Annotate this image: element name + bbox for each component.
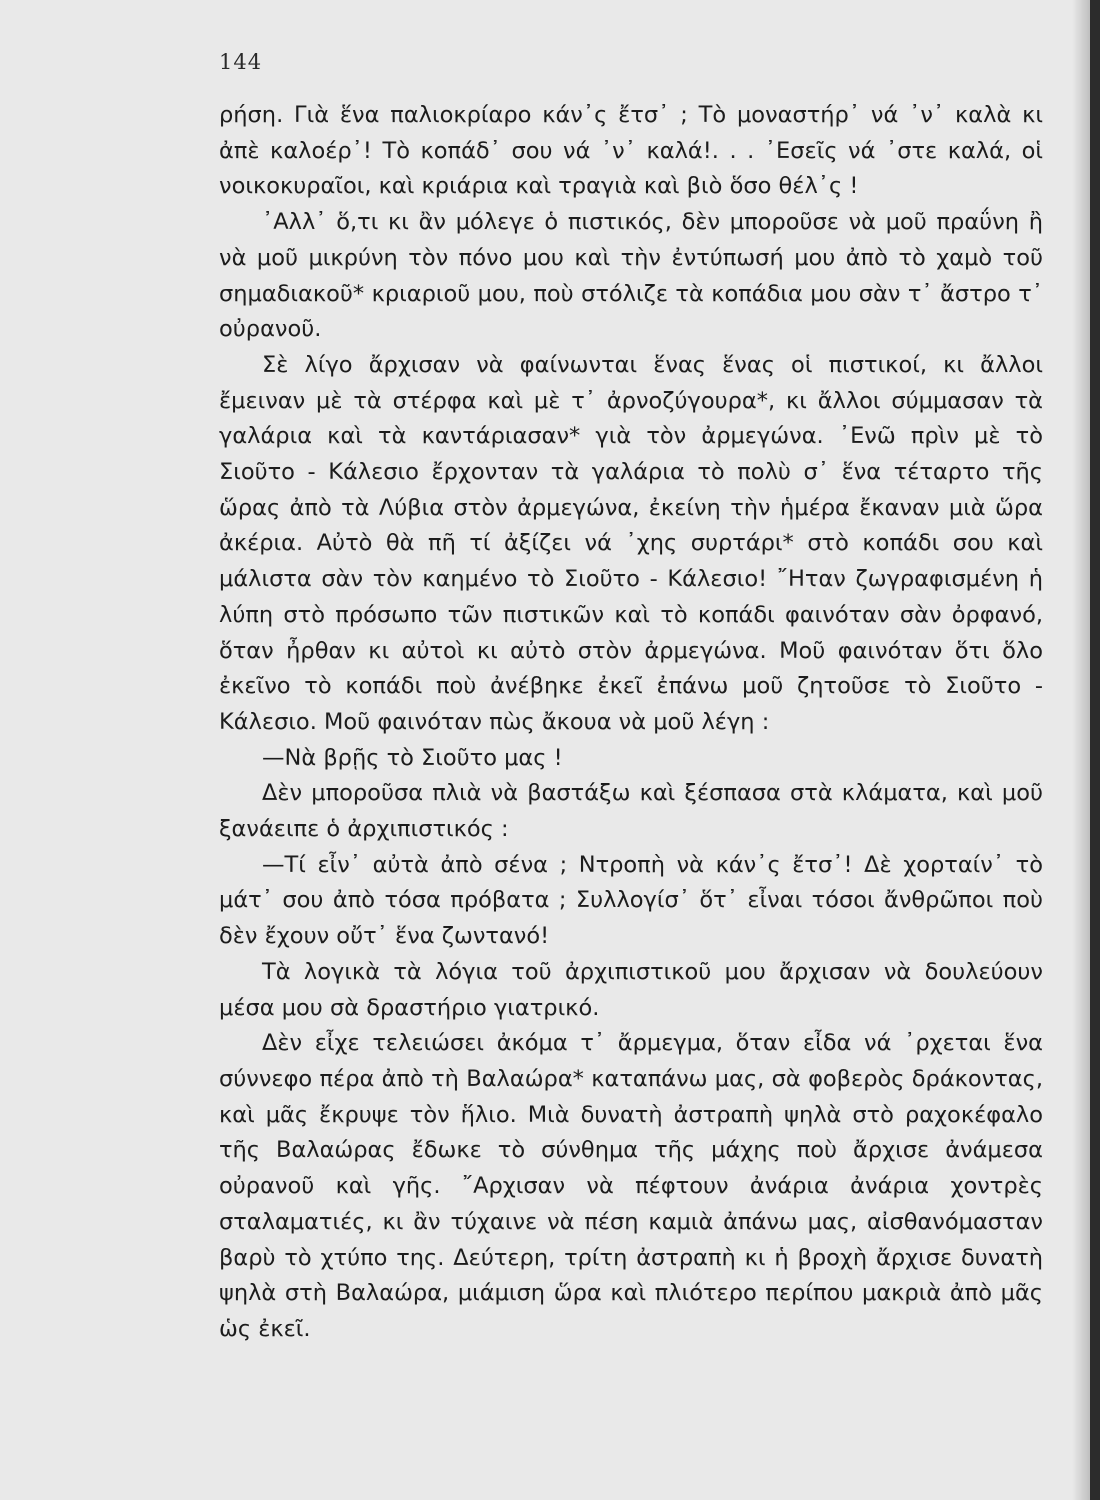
- paragraph: Σὲ λίγο ἄρχισαν νὰ φαίνωνται ἕνας ἕνας οἱ πιστικοί, κι ἄλλοι ἔμειναν μὲ τὰ στέρφα καὶ μὲ τ᾽ ἀρνοζύγουρα*, κι ἄλλοι σύμμασαν τὰ γαλάρια καὶ τὰ καντάριασαν* γιὰ τὸν ἀρμεγώνα. ᾽Ενῶ πρὶν μὲ τὸ Σιοῦτο - Κάλεσιο ἔρχονταν τὰ γαλάρια τὸ πολὺ σ᾽ ἕνα τέταρτο τῆς ὥρας ἀπὸ τὰ Λύβια στὸν ἀρμεγώνα, ἐκείνη τὴν ἡμέρα ἔκαναν μιὰ ὥρα ἀκέρια. Αὐτὸ θὰ πῆ τί ἀξίζει νά ᾽χης συρτάρι* στὸ κοπάδι σου καὶ μάλιστα σὰν τὸν καημένο τὸ Σιοῦτο - Κάλεσιο! ῎Ηταν ζωγραφισμένη ἡ λύπη στὸ πρόσωπο τῶν πιστικῶν καὶ τὸ κοπάδι φαινόταν σὰν ὀρφανό, ὅταν ἦρθαν κι αὐτοὶ κι αὐτὸ στὸν ἀρμεγώνα. Μοῦ φαινόταν ὅτι ὅλο ἐκεῖνο τὸ κοπάδι ποὺ ἀνέβηκε ἐκεῖ ἐπάνω μοῦ ζητοῦσε τὸ Σιοῦτο - Κάλεσιο. Μοῦ φαινόταν πὼς ἄκουα νὰ μοῦ λέγη :: [219, 351, 1043, 735]
- body-text: [219, 98, 1043, 1348]
- paragraph: ρήση. Γιὰ ἕνα παλιοκρίαρο κάν᾽ς ἔτσ᾽ ; Τὸ μοναστήρ᾽ νά ᾽ν᾽ καλὰ κι ἀπὲ καλοέρ᾽! Τὸ κοπάδ᾽ σου νά ᾽ν᾽ καλά!. . . ᾽Εσεῖς νά ᾽στε καλά, οἱ νοικοκυραῖοι, καὶ κριάρια καὶ τραγιὰ καὶ βιὸ ὅσο θέλ᾽ς !: [219, 102, 1043, 200]
- paragraph: Τὰ λογικὰ τὰ λόγια τοῦ ἀρχιπιστικοῦ μου ἄρχισαν νὰ δουλεύουν μέσα μου σὰ δραστήριο γιατρικό.: [219, 958, 1043, 1021]
- page-edge-shadow: [1090, 0, 1100, 1500]
- page-number: 144: [219, 50, 263, 74]
- paragraph: —Νὰ βρῇς τὸ Σιοῦτο μας !: [262, 744, 563, 771]
- paragraph: Δὲν εἶχε τελειώσει ἀκόμα τ᾽ ἄρμεγμα, ὅταν εἶδα νά ᾽ρχεται ἕνα σύννεφο πέρα ἀπὸ τὴ Βαλαώρα* καταπάνω μας, σὰ φοβερὸς δράκοντας, καὶ μᾶς ἔκρυψε τὸν ἥλιο. Μιὰ δυνατὴ ἀστραπὴ ψηλὰ στὸ ραχοκέφαλο τῆς Βαλαώρας ἔδωκε τὸ σύνθημα τῆς μάχης ποὺ ἄρχισε ἀνάμεσα οὐρανοῦ καὶ γῆς. ῎Αρχισαν νὰ πέφτουν ἀνάρια ἀνάρια χοντρὲς σταλαματιές, κι ἂν τύχαινε νὰ πέση καμιὰ ἀπάνω μας, αἰσθανόμασταν βαρὺ τὸ χτύπο της. Δεύτερη, τρίτη ἀστραπὴ κι ἡ βροχὴ ἄρχισε δυνατὴ ψηλὰ στὴ Βαλαώρα, μιάμιση ὥρα καὶ πλιότερο περίπου μακριὰ ἀπὸ μᾶς ὡς ἐκεῖ.: [219, 1030, 1043, 1342]
- paragraph: —Τί εἶν᾽ αὐτὰ ἀπὸ σένα ; Ντροπὴ νὰ κάν᾽ς ἔτσ᾽! Δὲ χορταίν᾽ τὸ μάτ᾽ σου ἀπὸ τόσα πρόβατα ; Συλλογίσ᾽ ὅτ᾽ εἶναι τόσοι ἄνθρῶποι ποὺ δὲν ἔχουν οὔτ᾽ ἕνα ζωντανό!: [219, 851, 1043, 950]
- paragraph: ᾽Αλλ᾽ ὅ,τι κι ἂν μόλεγε ὁ πιστικός, δὲν μποροῦσε νὰ μοῦ πραΰνη ἢ νὰ μοῦ μικρύνη τὸν πόνο μου καὶ τὴν ἐντύπωσή μου ἀπὸ τὸ χαμὸ τοῦ σημαδιακοῦ* κριαριοῦ μου, ποὺ στόλιζε τὰ κοπάδια μου σὰν τ᾽ ἄστρο τ᾽ οὐρανοῦ.: [219, 209, 1043, 343]
- paragraph: Δὲν μποροῦσα πλιὰ νὰ βαστάξω καὶ ξέσπασα στὰ κλάματα, καὶ μοῦ ξανάειπε ὁ ἀρχιπιστικός :: [219, 780, 1043, 843]
